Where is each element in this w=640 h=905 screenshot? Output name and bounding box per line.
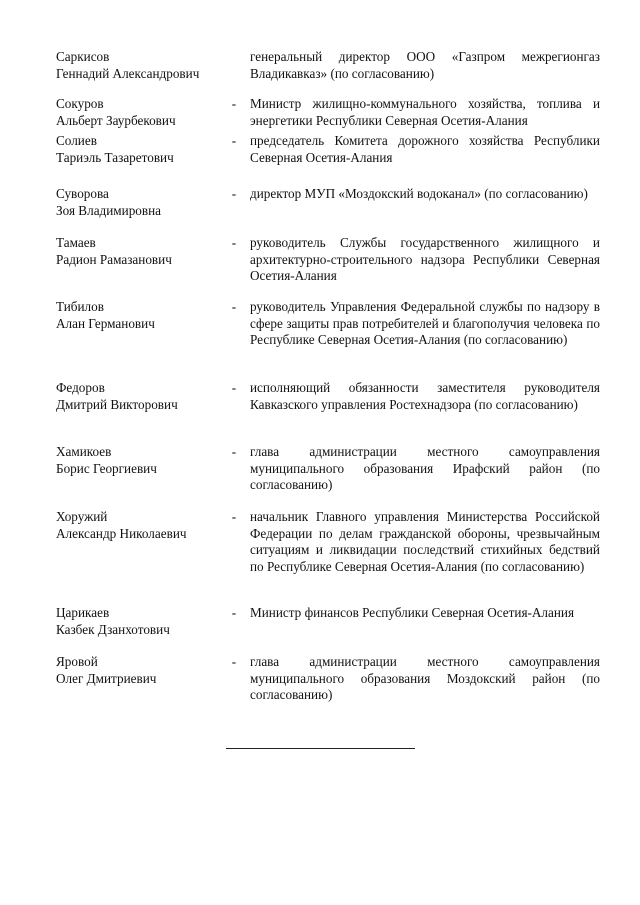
role-description: руководитель Управления Федеральной службы по надзору в сфере защиты прав потребителей и благополучия человека по Республике Северная Осетия-Алания (по согласованию) [250, 299, 600, 348]
role-description: глава администрации местного самоуправления муниципального образования Моздокский район (по согласованию) [250, 654, 600, 703]
first-names: Александр Николаевич [56, 525, 187, 541]
role-description: директор МУП «Моздокский водоканал» (по согласованию) [250, 186, 588, 201]
last-name: Саркисов [56, 49, 110, 64]
last-name: Тамаев [56, 235, 96, 250]
role-description: руководитель Службы государственного жилищного и архитектурно-строительного надзора Республики Северная Осетия-Алания [250, 235, 600, 284]
person-name [56, 299, 224, 332]
role-description: председатель Комитета дорожного хозяйства Республики Северная Осетия-Алания [250, 133, 600, 165]
dash: - [231, 235, 237, 250]
person-name [56, 380, 224, 413]
last-name: Сокуров [56, 96, 104, 111]
first-names: Альберт Заурбекович [56, 112, 176, 128]
first-names: Борис Георгиевич [56, 460, 157, 476]
first-names: Казбек Дзанхотович [56, 621, 170, 637]
role-description: генеральный директор ООО «Газпром межрегионгаз Владикавказ» (по согласованию) [250, 49, 600, 81]
person-name [56, 654, 224, 687]
first-names: Радион Рамазанович [56, 251, 172, 267]
person-name [56, 509, 224, 542]
person-name [56, 96, 224, 129]
role-description: начальник Главного управления Министерства Российской Федерации по делам гражданской обороны, чрезвычайным ситуациям и ликвидации последствий стихийных бедствий по Республике Северная Осетия-Алания (по согласованию) [250, 509, 600, 574]
person-name [56, 605, 224, 638]
dash: - [231, 133, 237, 148]
dash: - [231, 605, 237, 620]
first-names: Алан Германович [56, 315, 155, 331]
role-description: глава администрации местного самоуправления муниципального образования Ирафский район (по согласованию) [250, 444, 600, 493]
role-description: Министр жилищно-коммунального хозяйства, топлива и энергетики Республики Северная Осетия-Алания [250, 96, 600, 128]
person-name [56, 444, 224, 477]
person-name [56, 133, 224, 166]
person-name [56, 49, 224, 82]
last-name: Хамикоев [56, 444, 112, 459]
person-name [56, 186, 224, 219]
end-divider-line [226, 748, 415, 749]
first-names: Олег Дмитриевич [56, 670, 157, 686]
role-description: исполняющий обязанности заместителя руководителя Кавказского управления Ростехнадзора (по согласованию) [250, 380, 600, 412]
dash: - [231, 380, 237, 395]
dash: - [231, 299, 237, 314]
dash: - [231, 654, 237, 669]
first-names: Геннадий Александрович [56, 65, 200, 81]
first-names: Дмитрий Викторович [56, 396, 178, 412]
first-names: Зоя Владимировна [56, 202, 162, 218]
last-name: Хоружий [56, 509, 108, 524]
last-name: Яровой [56, 654, 98, 669]
dash: - [231, 96, 237, 111]
dash: - [231, 186, 237, 201]
dash: - [231, 509, 237, 524]
person-name [56, 235, 224, 268]
dash: - [231, 444, 237, 459]
last-name: Царикаев [56, 605, 110, 620]
last-name: Солиев [56, 133, 97, 148]
last-name: Федоров [56, 380, 105, 395]
last-name: Тибилов [56, 299, 104, 314]
first-names: Тариэль Тазаретович [56, 149, 174, 165]
role-description: Министр финансов Республики Северная Осетия-Алания [250, 605, 575, 620]
last-name: Суворова [56, 186, 109, 201]
